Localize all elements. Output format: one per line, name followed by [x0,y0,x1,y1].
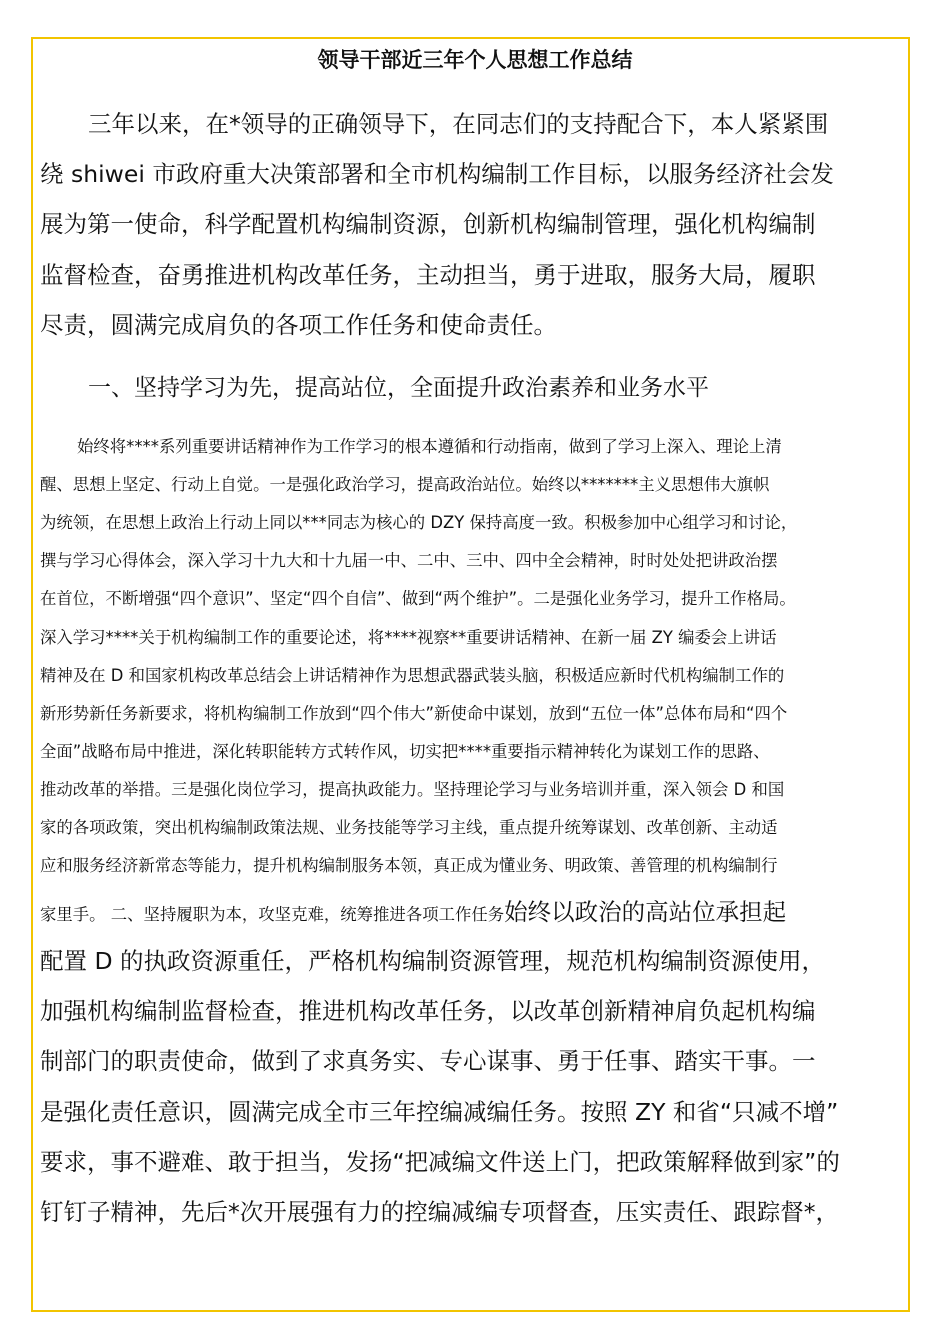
section1-line: 推动改革的举措。三是强化岗位学习，提高执政能力。坚持理论学习与业务培训并重，深入领会 D 和国 [40,780,785,799]
section1-line: 全面”战略布局中推进，深化转职能转方式转作风，切实把****重要指示精神转化为谋划工作的思路、 [40,742,770,761]
section2-lead-text: 始终以政治的高站位承担起 [504,898,787,926]
intro-line: 绕 shiwei 市政府重大决策部署和全市机构编制工作目标，以服务经济社会发 [40,160,834,188]
section1-line: 始终将****系列重要讲话精神作为工作学习的根本遵循和行动指南，做到了学习上深入、理论上清 [77,437,782,456]
intro-line: 尽责，圆满完成肩负的各项工作任务和使命责任。 [40,311,557,339]
section2-line: 要求，事不避难、敢于担当，发扬“把减编文件送上门，把政策解释做到家”的 [40,1148,840,1176]
mixed-line [40,893,786,927]
document-title: 领导干部近三年个人思想工作总结 [317,48,633,72]
intro-line: 展为第一使命，科学配置机构编制资源，创新机构编制管理，强化机构编制 [40,210,816,238]
intro-line: 监督检查，奋勇推进机构改革任务，主动担当，勇于进取，服务大局，履职 [40,261,816,289]
section2-line: 是强化责任意识，圆满完成全市三年控编减编任务。按照 ZY 和省“只减不增” [40,1098,839,1126]
section1-line: 家的各项政策，突出机构编制政策法规、业务技能等学习主线，重点提升统筹谋划、改革创新、主动适 [40,818,778,837]
section1-line: 醒、思想上坚定、行动上自觉。一是强化政治学习，提高政治站位。始终以*******主义思想伟大旗帜 [40,475,770,494]
section2-line: 配置 D 的执政资源重任，严格机构编制资源管理，规范机构编制资源使用， [40,947,826,975]
intro-line: 三年以来，在*领导的正确领导下，在同志们的支持配合下，本人紧紧围 [88,110,829,138]
section2-heading-inline: 家里手。 二、坚持履职为本，攻坚克难，统筹推进各项工作任务 [40,905,505,924]
section1-line: 新形势新任务新要求，将机构编制工作放到“四个伟大”新使命中谋划，放到“五位一体”总体布局和“四个 [40,704,788,723]
section2-line: 钉钉子精神，先后*次开展强有力的控编减编专项督查，压实责任、跟踪督*， [40,1198,839,1226]
section-heading: 一、坚持学习为先，提高站位，全面提升政治素养和业务水平 [88,375,709,401]
section2-line: 加强机构编制监督检查，推进机构改革任务，以改革创新精神肩负起机构编 [40,997,816,1025]
section1-line: 应和服务经济新常态等能力，提升机构编制服务本领，真正成为懂业务、明政策、善管理的机构编制行 [40,856,778,875]
section1-line: 为统领，在思想上政治上行动上同以***同志为核心的 DZY 保持高度一致。积极参加中心组学习和讨论， [40,513,798,532]
section1-line: 撰与学习心得体会，深入学习十九大和十九届一中、二中、三中、四中全会精神，时时处处把讲政治摆 [40,551,778,570]
section1-line: 在首位，不断增强“四个意识”、坚定“四个自信”、做到“两个维护”。二是强化业务学习，提升工作格局。 [40,589,796,608]
section2-line: 制部门的职责使命，做到了求真务实、专心谋事、勇于任事、踏实干事。一 [40,1047,816,1075]
section1-line: 精神及在 D 和国家机构改革总结会上讲话精神作为思想武器武装头脑，积极适应新时代机构编制工作的 [40,666,785,685]
section1-line: 深入学习****关于机构编制工作的重要论述，将****视察**重要讲话精神、在新一届 ZY 编委会上讲话 [40,628,777,647]
